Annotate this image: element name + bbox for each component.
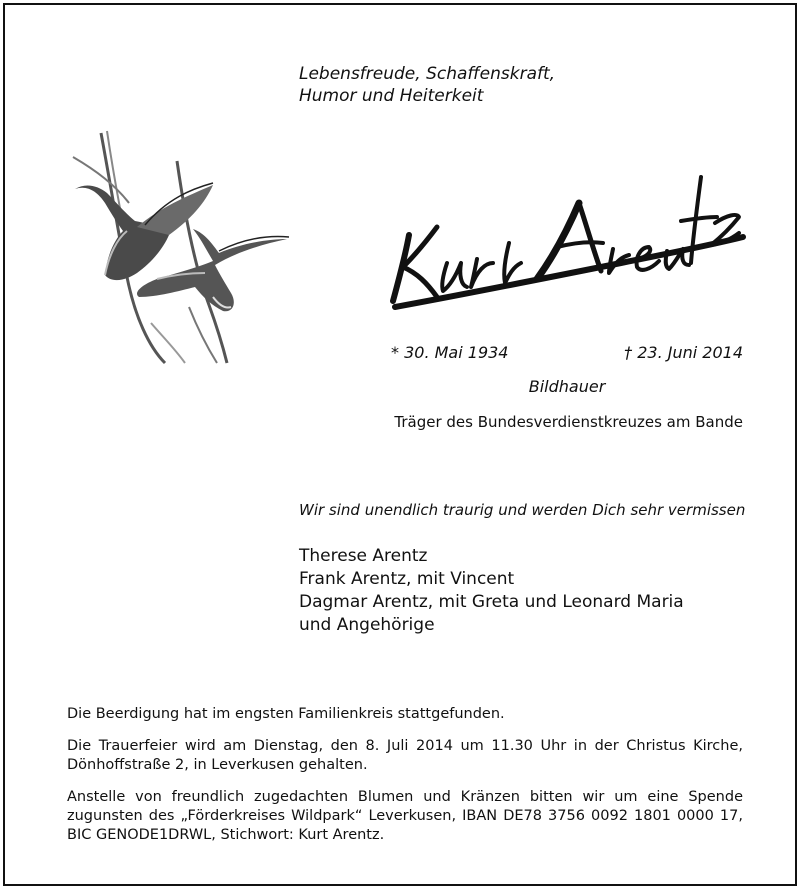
flying-ducks-sculpture-icon [67, 127, 297, 367]
obituary-frame [3, 3, 797, 886]
birth-date: * 30. Mai 1934 [391, 343, 509, 362]
mourner-name: Dagmar Arentz, mit Greta und Leonard Maria [299, 592, 684, 612]
mourner-name: Therese Arentz [299, 546, 428, 566]
funeral-notes [67, 705, 743, 858]
donation-note: Anstelle von freundlich zugedachten Blumen und Kränzen bitten wir um eine Spende zugunsten des „Förderkreises Wildpark“ Leverkusen, IBAN DE78 3756 0092 1801 0000 17, BIC GENODE1DRWL, Stichwort: Kurt Arentz. [67, 789, 743, 843]
honor: Träger des Bundesverdienstkreuzes am Bande [394, 413, 743, 431]
motto-line-2: Humor und Heiterkeit [299, 86, 484, 106]
profession: Bildhauer [528, 377, 606, 396]
death-date: † 23. Juni 2014 [624, 343, 743, 362]
life-dates [391, 343, 743, 365]
mourner-name: und Angehörige [299, 615, 435, 635]
mourners-list [299, 545, 684, 637]
motto-line-1: Lebensfreude, Schaffenskraft, [299, 64, 556, 84]
service-note: Die Trauerfeier wird am Dienstag, den 8. Juli 2014 um 11.30 Uhr in der Christus Kirche, Dönhoffstraße 2, in Leverkusen gehalten. [67, 738, 743, 773]
grief-line: Wir sind unendlich traurig und werden Dich sehr vermissen [299, 501, 746, 519]
burial-note: Die Beerdigung hat im engsten Familienkreis stattgefunden. [67, 706, 505, 722]
motto [299, 63, 555, 107]
handwritten-signature-icon [381, 167, 751, 317]
mourner-name: Frank Arentz, mit Vincent [299, 569, 515, 589]
